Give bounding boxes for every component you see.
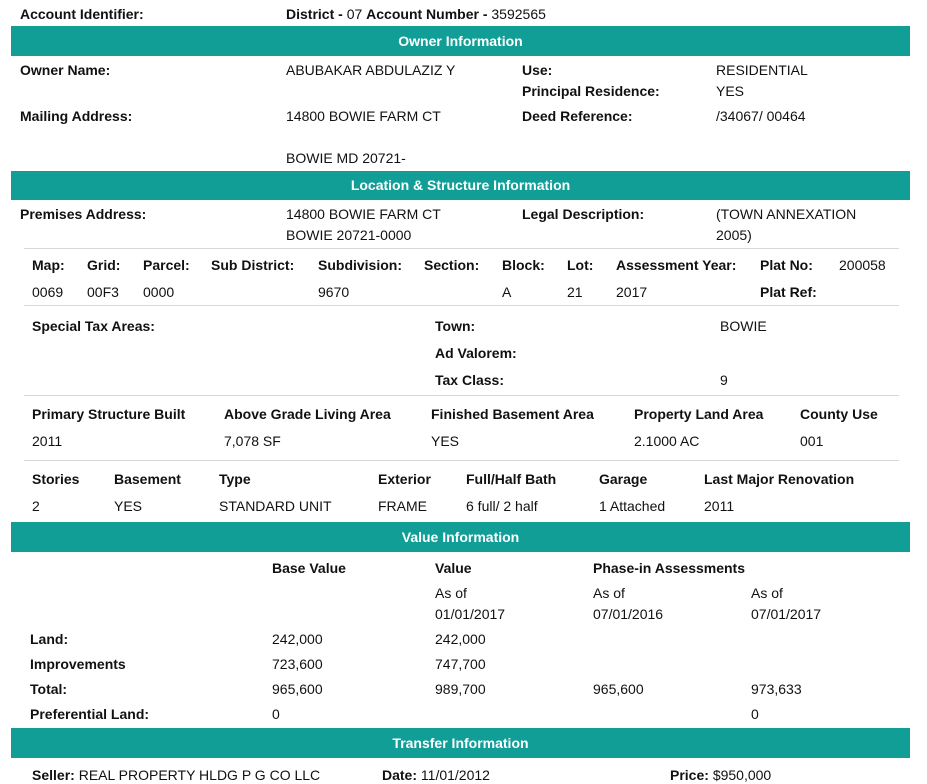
account-identifier-label: Account Identifier: [20,6,144,22]
date-label: Date: [382,767,418,783]
seller-value: REAL PROPERTY HLDG P G CO LLC [78,767,321,783]
tax-class-value: 9 [720,372,728,388]
type-label: Type [219,471,251,487]
exterior-label: Exterior [378,471,431,487]
type-value: STANDARD UNIT [219,498,332,514]
garage-label: Garage [599,471,648,487]
subdivision-label: Subdivision: [318,257,402,273]
separator [24,395,899,396]
parcel-label: Parcel: [143,257,190,273]
county-use-label: County Use [800,406,878,422]
account-number-value: 3592565 [491,6,546,22]
location-structure-header: Location & Structure Information [11,171,910,200]
section-label: Section: [424,257,480,273]
value-as-of-label: As of [435,585,467,601]
last-major-renovation-label: Last Major Renovation [704,471,855,487]
premises-address-line2: BOWIE 20721-0000 [286,227,412,243]
town-label: Town: [435,318,476,334]
value-row-value: 989,700 [435,681,486,697]
mailing-address-line2: BOWIE MD 20721- [286,150,406,166]
subdivision-value: 9670 [318,284,350,300]
use-value: RESIDENTIAL [716,62,808,78]
value-row-phase2: 973,633 [751,681,802,697]
value-row-label: Preferential Land: [30,706,150,722]
value-row-value: 747,700 [435,656,486,672]
phase1-as-of-label: As of [593,585,625,601]
value-row-base: 0 [272,706,280,722]
price-value: $950,000 [712,767,772,783]
map-value: 0069 [32,284,64,300]
premises-address-line1: 14800 BOWIE FARM CT [286,206,441,222]
principal-residence-label: Principal Residence: [522,83,660,99]
basement-label: Basement [114,471,181,487]
grid-label: Grid: [87,257,121,273]
lot-label: Lot: [567,257,594,273]
property-land-area-value: 2.1000 AC [634,433,700,449]
separator [24,460,899,461]
ad-valorem-label: Ad Valorem: [435,345,517,361]
phase2-as-of-label: As of [751,585,783,601]
phase2-date: 07/01/2017 [751,606,822,622]
county-use-value: 001 [800,433,824,449]
value-row-base: 242,000 [272,631,323,647]
owner-information-header: Owner Information [11,26,910,56]
premises-address-label: Premises Address: [20,206,147,222]
legal-description-line1: (TOWN ANNEXATION [716,206,857,222]
map-label: Map: [32,257,65,273]
block-label: Block: [502,257,545,273]
use-label: Use: [522,62,553,78]
value-row-phase1: 965,600 [593,681,644,697]
special-tax-areas-label: Special Tax Areas: [32,318,155,334]
value-date: 01/01/2017 [435,606,506,622]
block-value: A [502,284,512,300]
assessment-year-value: 2017 [616,284,648,300]
price-field [670,766,771,784]
basement-value: YES [114,498,143,514]
district-value: 07 [346,6,363,22]
plat-ref-label: Plat Ref: [760,284,817,300]
primary-structure-built-value: 2011 [32,433,63,449]
value-row-base: 723,600 [272,656,323,672]
full-half-bath-value: 6 full/ 2 half [466,498,538,514]
mailing-address-line1: 14800 BOWIE FARM CT [286,108,441,124]
price-label: Price: [670,767,709,783]
district-label: District - [286,6,347,22]
principal-residence-value: YES [716,83,745,99]
full-half-bath-label: Full/Half Bath [466,471,557,487]
deed-reference-value: /34067/ 00464 [716,108,806,124]
finished-basement-area-label: Finished Basement Area [431,406,594,422]
stories-value: 2 [32,498,40,514]
separator [24,305,899,306]
phase-in-assessments-header: Phase-in Assessments [593,560,745,576]
grid-value: 00F3 [87,284,119,300]
value-row-label: Total: [30,681,68,697]
stories-label: Stories [32,471,80,487]
seller-field [32,766,320,784]
value-row-value: 242,000 [435,631,486,647]
phase1-date: 07/01/2016 [593,606,664,622]
plat-no-value: 200058 [839,257,886,273]
garage-value: 1 Attached [599,498,666,514]
legal-description-line2: 2005) [716,227,752,243]
date-field [382,766,490,784]
mailing-address-label: Mailing Address: [20,108,133,124]
primary-structure-built-label: Primary Structure Built [32,406,186,422]
separator [24,248,899,249]
above-grade-living-area-value: 7,078 SF [224,433,281,449]
value-row-base: 965,600 [272,681,323,697]
parcel-value: 0000 [143,284,175,300]
above-grade-living-area-label: Above Grade Living Area [224,406,391,422]
base-value-header: Base Value [272,560,346,576]
owner-name-value: ABUBAKAR ABDULAZIZ Y [286,62,456,78]
exterior-value: FRAME [378,498,427,514]
date-value: 11/01/2012 [420,767,490,783]
value-row-label: Improvements [30,656,126,672]
plat-no-label: Plat No: [760,257,813,273]
transfer-information-header: Transfer Information [11,728,910,758]
deed-reference-label: Deed Reference: [522,108,633,124]
account-identifier-value [286,5,546,23]
account-number-label: Account Number - [366,6,492,22]
finished-basement-area-value: YES [431,433,460,449]
value-row-label: Land: [30,631,69,647]
value-header: Value [435,560,472,576]
value-information-header: Value Information [11,522,910,552]
value-row-phase2: 0 [751,706,759,722]
assessment-year-label: Assessment Year: [616,257,737,273]
owner-name-label: Owner Name: [20,62,111,78]
lot-value: 21 [567,284,583,300]
town-value: BOWIE [720,318,767,334]
last-major-renovation-value: 2011 [704,498,735,514]
property-land-area-label: Property Land Area [634,406,764,422]
seller-label: Seller: [32,767,75,783]
tax-class-label: Tax Class: [435,372,504,388]
legal-description-label: Legal Description: [522,206,645,222]
sub-district-label: Sub District: [211,257,295,273]
